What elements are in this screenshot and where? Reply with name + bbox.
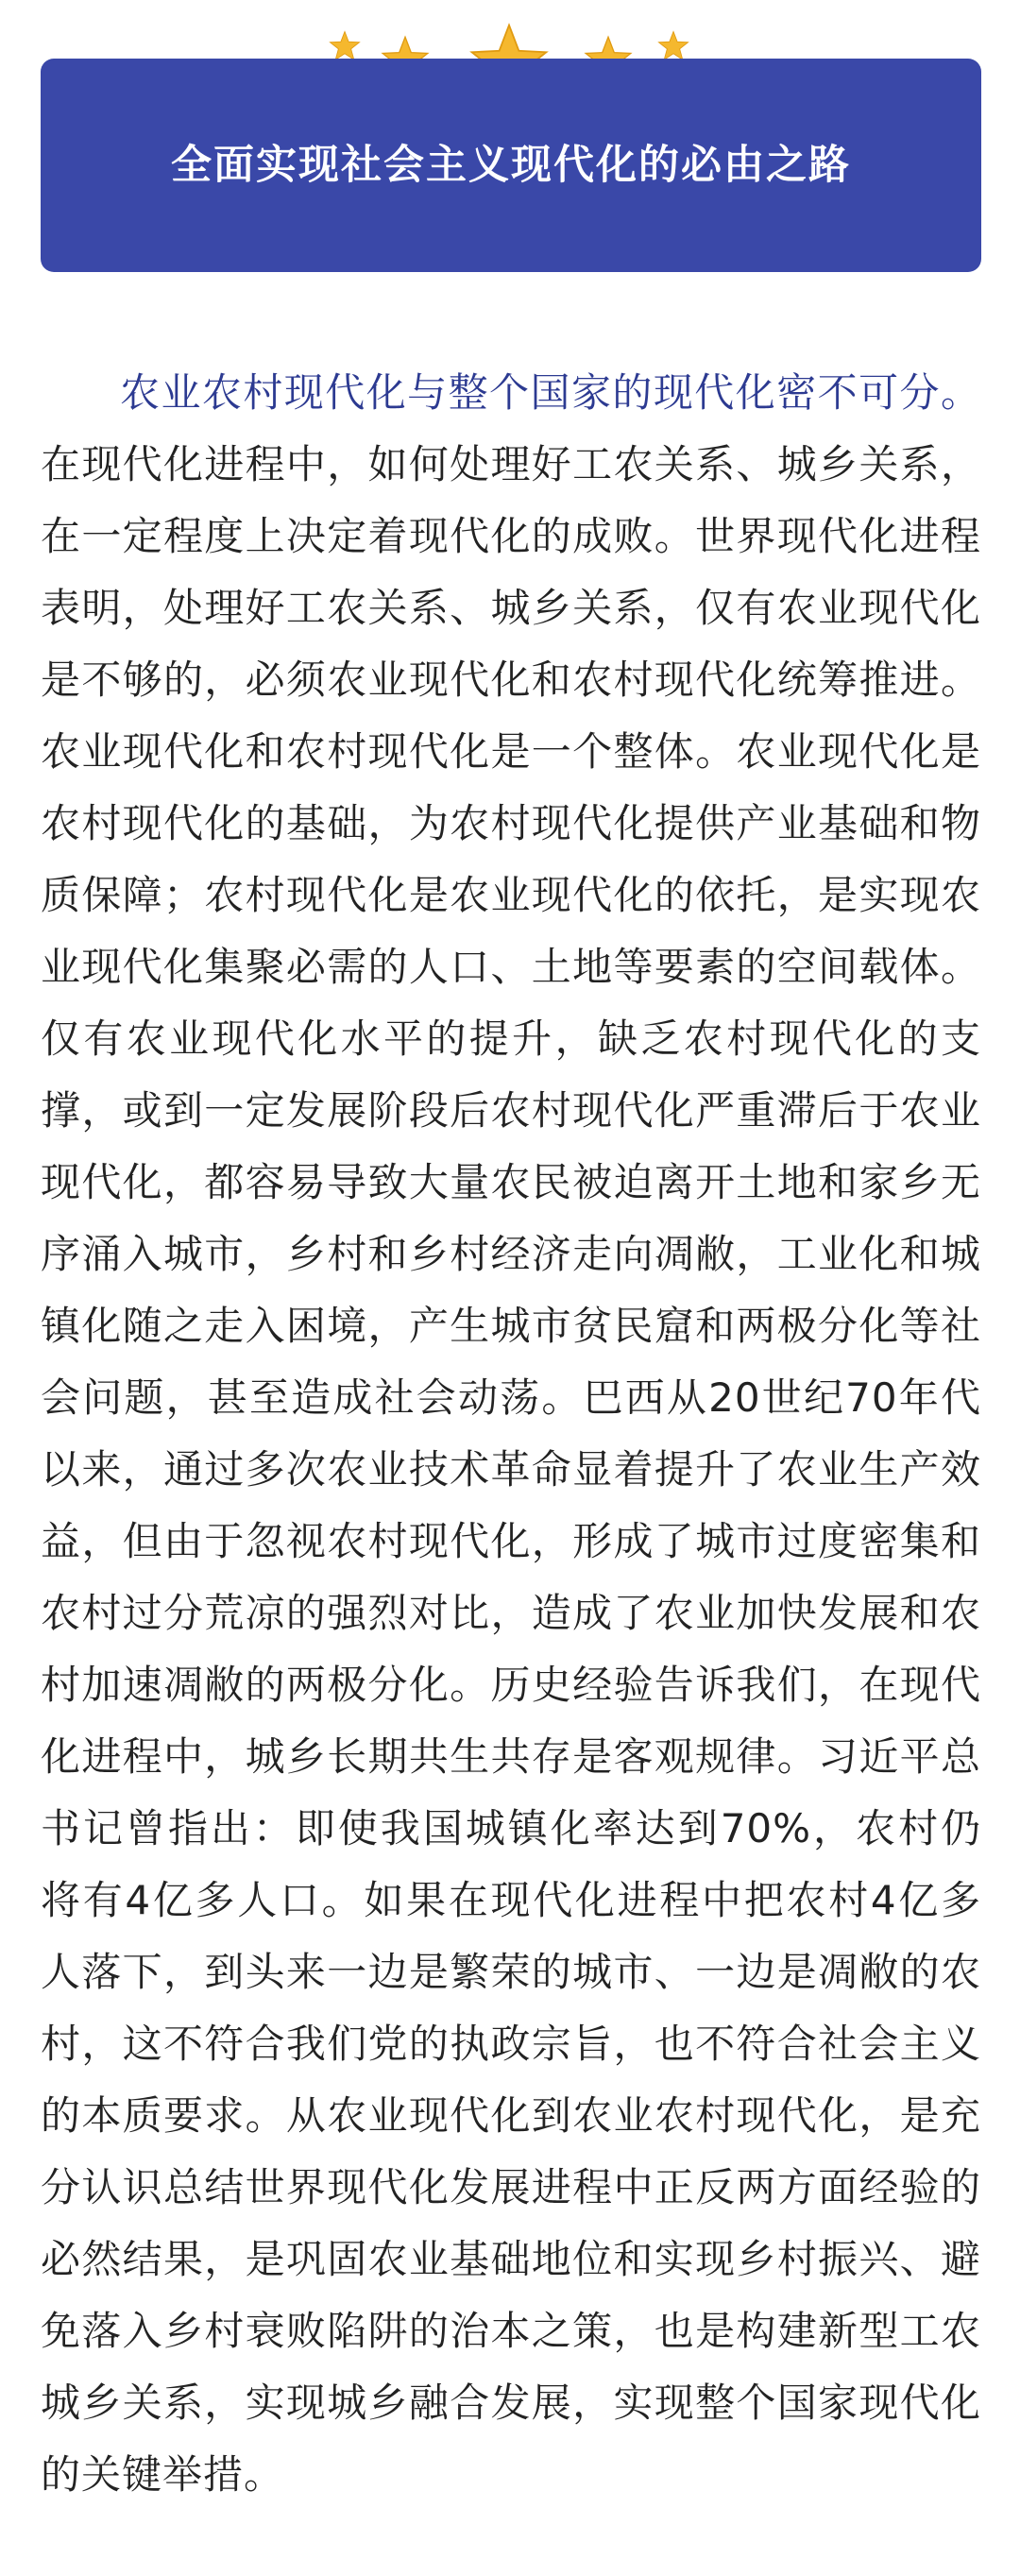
article-title: 全面实现社会主义现代化的必由之路	[171, 142, 851, 189]
article-lead: 农业农村现代化与整个国家的现代化密不可分。	[120, 369, 981, 416]
article-body: 在现代化进程中，如何处理好工农关系、城乡关系，在一定程度上决定着现代化的成败。世界现代化进程表明，处理好工农关系、城乡关系，仅有农业现代化是不够的，必须农业现代化和农村现代化统筹推进。农业现代化和农村现代化是一个整体。农业现代化是农村现代化的基础，为农村现代化提供产业基础和物质保障；农村现代化是农业现代化的依托，是实现农业现代化集聚必需的人口、土地等要素的空间载体。仅有农业现代化水平的提升，缺乏农村现代化的支撑，或到一定发展阶段后农村现代化严重滞后于农业现代化，都容易导致大量农民被迫离开土地和家乡无序涌入城市，乡村和乡村经济走向凋敝，工业化和城镇化随之走入困境，产生城市贫民窟和两极分化等社会问题，甚至造成社会动荡。巴西从20世纪70年代以来，通过多次农业技术革命显着提升了农业生产效益，但由于忽视农村现代化，形成了城市过度密集和农村过分荒凉的强烈对比，造成了农业加快发展和农村加速凋敝的两极分化。历史经验告诉我们，在现代化进程中，城乡长期共生共存是客观规律。习近平总书记曾指出：即使我国城镇化率达到70%，农村仍将有4亿多人口。如果在现代化进程中把农村4亿多人落下，到头来一边是繁荣的城市、一边是凋敝的农村，这不符合我们党的执政宗旨，也不符合社会主义的本质要求。从农业现代化到农业农村现代化，是充分认识总结世界现代化发展进程中正反两方面经验的必然结果，是巩固农业基础地位和实现乡村振兴、避免落入乡村衰败陷阱的治本之策，也是构建新型工农城乡关系，实现城乡融合发展，实现整个国家现代化的关键举措。	[41, 441, 981, 2498]
title-banner	[41, 59, 981, 272]
star-icon	[329, 30, 361, 62]
star-icon	[657, 30, 689, 62]
article-paragraph	[41, 357, 981, 2511]
